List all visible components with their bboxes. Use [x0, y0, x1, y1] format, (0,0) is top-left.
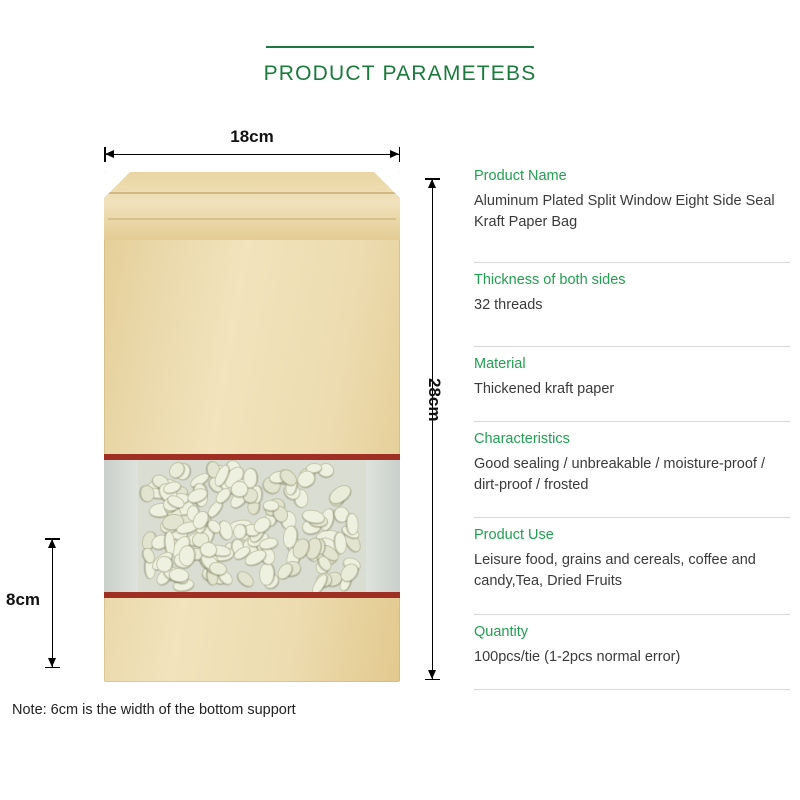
- seed-shape: [346, 512, 359, 534]
- width-dimension-label: 18cm: [230, 127, 274, 146]
- kraft-paper-bag-image: [104, 172, 400, 682]
- arrow-down-icon: [428, 670, 436, 679]
- spec-label: Product Use: [474, 527, 554, 544]
- page-header: [0, 46, 800, 86]
- spec-row: [474, 168, 790, 263]
- bag-corner-left: [104, 172, 130, 198]
- seed-shape: [178, 545, 195, 567]
- arrow-left-icon: [105, 150, 114, 158]
- spec-row: [474, 356, 790, 423]
- seal-line: [108, 192, 396, 194]
- window-contents: [138, 460, 366, 592]
- height-dimension-line: [432, 178, 433, 680]
- spec-label: Quantity: [474, 623, 528, 640]
- header-divider: [266, 46, 534, 48]
- page-title: PRODUCT PARAMETEBS: [263, 62, 537, 85]
- height-dimension-label: 28cm: [425, 378, 444, 422]
- bag-corner-right: [374, 172, 400, 198]
- spec-label: Material: [474, 355, 526, 372]
- spec-value: 100pcs/tie (1-2pcs normal error): [474, 648, 681, 665]
- bag-transparent-window: [104, 454, 400, 598]
- spec-value: Good sealing / unbreakable / moisture-proof / dirt-proof / frosted: [474, 456, 765, 493]
- seal-line: [108, 218, 396, 220]
- spec-label: Characteristics: [474, 431, 570, 448]
- width-dimension-line: [104, 154, 400, 155]
- seed-shape: [234, 568, 257, 590]
- specification-table: [474, 168, 790, 699]
- seed-shape: [168, 567, 189, 583]
- arrow-down-icon: [48, 658, 56, 667]
- window-side-gusset-left: [104, 460, 138, 592]
- product-illustration: [0, 120, 460, 740]
- arrow-up-icon: [48, 539, 56, 548]
- window-side-gusset-right: [366, 460, 400, 592]
- spec-row: [474, 624, 790, 691]
- bottom-width-dimension-line: [52, 538, 53, 668]
- spec-label: Product Name: [474, 168, 567, 184]
- arrow-right-icon: [390, 150, 399, 158]
- spec-value: Aluminum Plated Split Window Eight Side Seal Kraft Paper Bag: [474, 193, 775, 230]
- spec-row: [474, 272, 790, 347]
- spec-value: Leisure food, grains and cereals, coffee and candy,Tea, Dried Fruits: [474, 552, 756, 590]
- arrow-up-icon: [428, 179, 436, 188]
- spec-row: [474, 431, 790, 518]
- spec-label: Thickness of both sides: [474, 272, 626, 289]
- bottom-width-dimension-label: 8cm: [6, 590, 41, 609]
- bag-top-seal: [104, 172, 400, 240]
- spec-value: 32 threads: [474, 297, 543, 314]
- diagram-note: Note: 6cm is the width of the bottom support: [12, 702, 296, 718]
- spec-value: Thickened kraft paper: [474, 380, 615, 397]
- seed-shape: [263, 500, 280, 511]
- spec-row: [474, 527, 790, 614]
